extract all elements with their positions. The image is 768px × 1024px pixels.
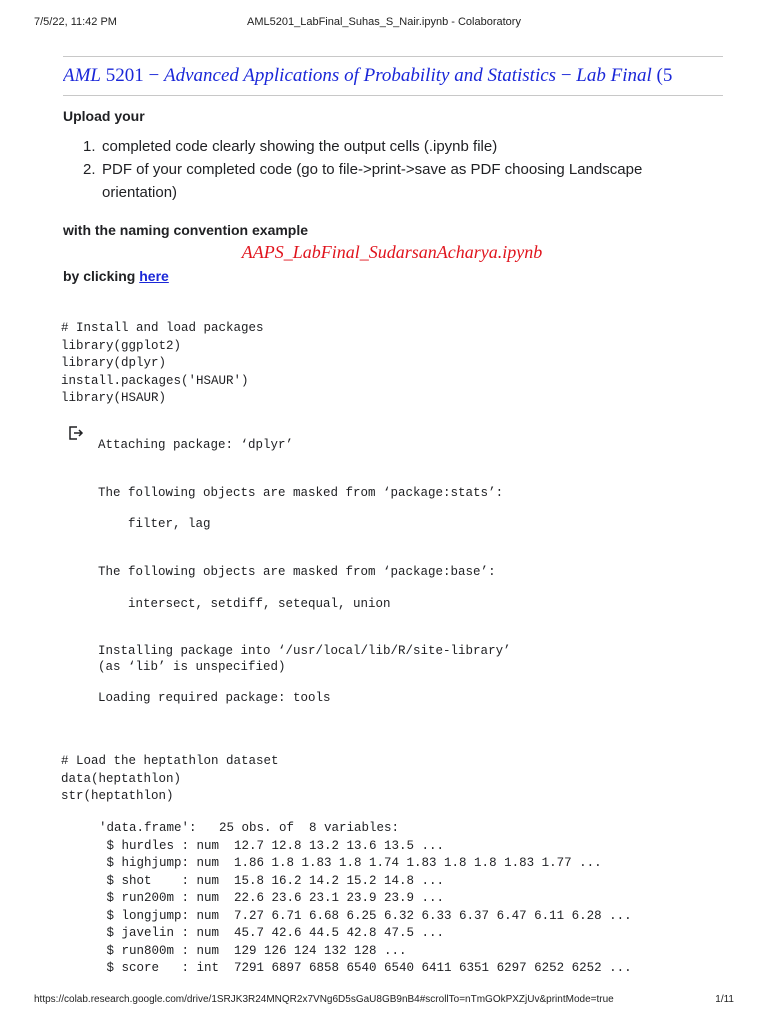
code-line: library(dplyr): [61, 356, 167, 370]
heading-part: (5: [651, 65, 673, 86]
output-line: intersect, setdiff, setequal, union: [128, 597, 391, 611]
code-line: # Load the heptathlon dataset: [61, 754, 279, 768]
code-line: # Install and load packages: [61, 321, 264, 335]
code-cell-load-dataset[interactable]: [61, 753, 279, 806]
list-item: [83, 181, 683, 204]
lab-heading: [63, 57, 768, 95]
output-line: Loading required package: tools: [98, 691, 331, 705]
list-text: PDF of your completed code (go to file->print->save as PDF choosing Landscape: [102, 161, 643, 178]
example-filename: AAPS_LabFinal_SudarsanAcharya.ipynb: [241, 242, 543, 262]
code-line: library(HSAUR): [61, 391, 167, 405]
list-item: [83, 158, 683, 181]
output-line: The following objects are masked from ‘package:stats’:: [98, 486, 504, 500]
heading-part: 5201 −: [101, 65, 164, 86]
divider-bottom: [63, 95, 723, 96]
list-text: completed code clearly showing the output cells (.ipynb file): [102, 138, 498, 155]
str-output: 'data.frame': 25 obs. of 8 variables: $ hurdles : num 12.7 12.8 13.2 13.6 13.5 ... $ highjump: num 1.86 1.8 1.83 1.8 1.74 1.83 1.8 1.8 1.83 1.77 ... $ shot : num 15.8 16.2 14.2 15.2 14.8 ... $ run200m : num 22.6 23.6 23.1 23.9 23.9 ... $ longjump: num 7.27 6.71 6.68 6.25 6.32 6.33 6.37 6.47 6.11 6.28 ... $ javelin : num 45.7 42.6 44.5 42.8 47.5 ... $ run800m : num 129 126 124 132 128 ... $ score : int 7291 6897 6858 6540 6540 6411 6351 6297 6252 6252 ...: [99, 821, 632, 975]
print-date: 7/5/22, 11:42 PM: [34, 16, 117, 28]
heading-part: Advanced Applications of Probability and Statistics: [163, 65, 557, 86]
output-line: filter, lag: [128, 517, 211, 531]
output-redirect-icon[interactable]: [68, 425, 84, 441]
output-line: Attaching package: ‘dplyr’: [98, 438, 294, 452]
print-url: https://colab.research.google.com/drive/1SRJK3R24MNQR2x7VNg6D5sGaU8GB9nB4#scrollTo=nTmGOkPXZjUv&printMode=true: [34, 994, 614, 1005]
code-line: install.packages('HSAUR'): [61, 373, 249, 388]
list-item: [83, 135, 683, 158]
print-header: [34, 16, 734, 30]
code-cell-install[interactable]: [61, 320, 264, 408]
output-line: The following objects are masked from ‘package:base’:: [98, 565, 496, 579]
heading-part: AML: [63, 65, 101, 86]
heading-part: −: [556, 65, 577, 86]
output-redirect-icon-svg: [68, 425, 84, 441]
output-line: Installing package into ‘/usr/local/lib/R/site-library’: [98, 644, 511, 658]
page-number: 1/11: [715, 994, 734, 1005]
print-footer: [34, 994, 734, 1008]
submission-prefix: by clicking: [63, 268, 140, 284]
code-line: str(heptathlon): [61, 789, 174, 803]
markdown-cell-heading: [63, 56, 768, 96]
code-line: data(heptathlon): [61, 771, 182, 786]
naming-convention-title: with the naming convention example: [63, 222, 309, 238]
submission-line: [63, 268, 169, 284]
code-line: library(ggplot2): [61, 338, 182, 353]
heading-part: Lab Final: [576, 65, 652, 86]
upload-list: [83, 135, 683, 204]
submission-link[interactable]: here: [139, 268, 169, 284]
upload-title: Upload your: [63, 108, 145, 124]
list-text: orientation): [102, 184, 178, 201]
output-line: (as ‘lib’ is unspecified): [98, 660, 286, 674]
print-page-title: AML5201_LabFinal_Suhas_S_Nair.ipynb - Colaboratory: [247, 16, 521, 28]
list-number: 2.: [83, 161, 96, 178]
list-number: 1.: [83, 138, 96, 155]
